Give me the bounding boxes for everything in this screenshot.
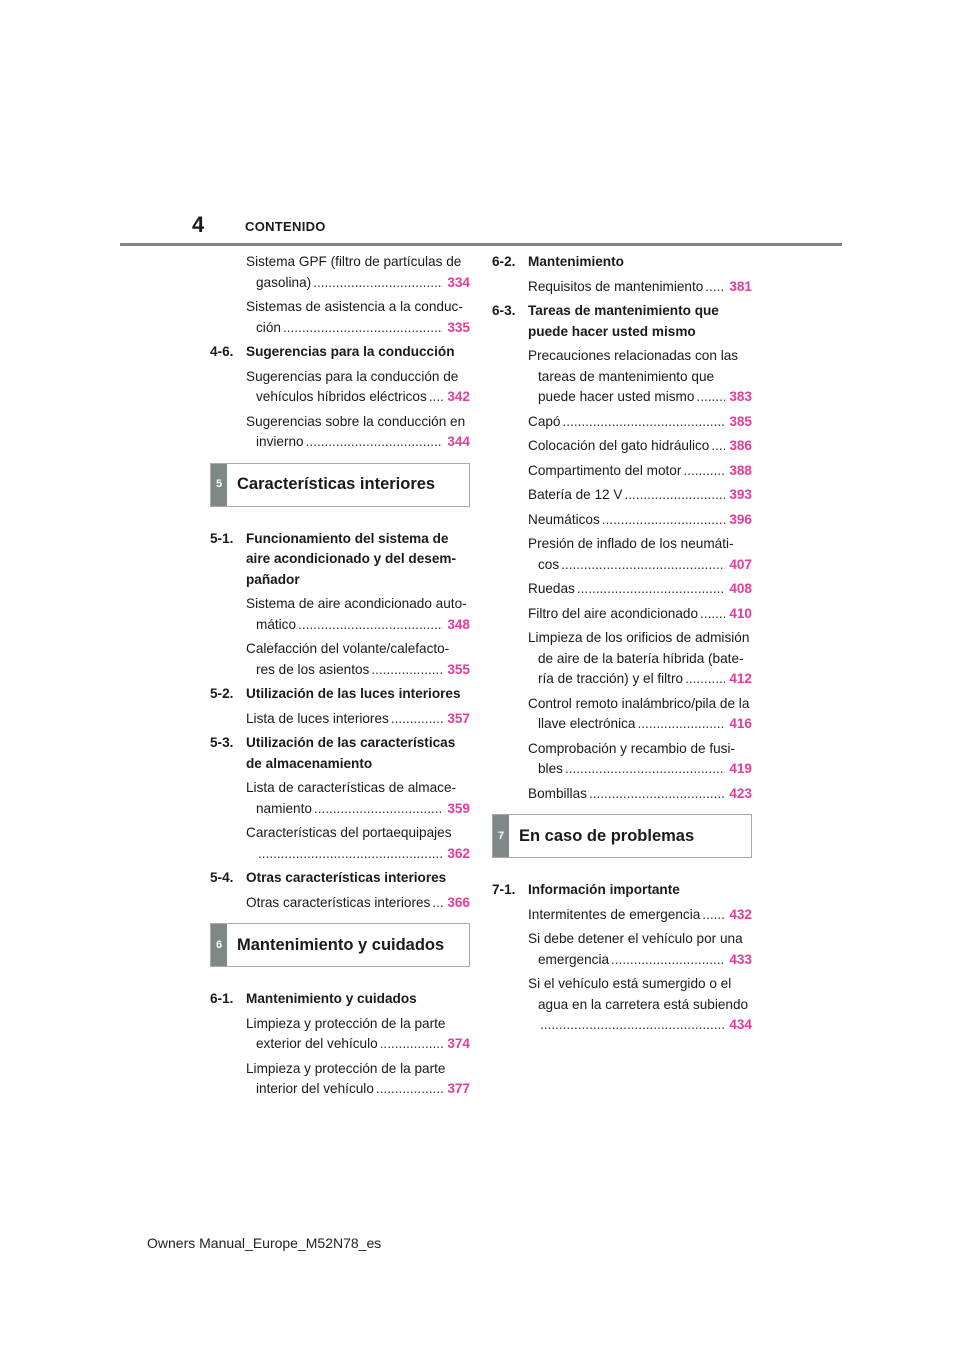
toc-entry-text: Compartimento del motor — [528, 462, 682, 478]
toc-page-link[interactable]: 432 — [729, 906, 752, 922]
section-title: Mantenimiento y cuidados — [246, 991, 417, 1006]
toc-entry[interactable] — [492, 929, 752, 970]
dot-leader — [696, 387, 725, 408]
toc-entry[interactable] — [492, 534, 752, 575]
toc-entry-text: Capó — [528, 413, 561, 429]
section-title: Otras características interiores — [246, 870, 447, 885]
toc-page-link[interactable]: 433 — [729, 951, 752, 967]
toc-page-link[interactable]: 383 — [729, 389, 752, 404]
toc-entry[interactable] — [210, 709, 470, 730]
toc-entry-text: mático — [256, 616, 297, 632]
dot-leader — [540, 1015, 725, 1036]
toc-page-link[interactable]: 416 — [729, 716, 752, 731]
toc-entry-text: Calefacción del volante/calefacto- — [246, 641, 450, 656]
section-title: Tareas de mantenimiento que puede hacer usted mismo — [528, 303, 719, 339]
toc-entry-text: invierno — [256, 434, 304, 449]
toc-page-link[interactable]: 419 — [729, 761, 752, 776]
toc-entry-text: Filtro del aire acondicionado — [528, 605, 699, 621]
toc-entry-text: Neumáticos — [528, 511, 600, 527]
toc-section-heading — [210, 733, 470, 774]
section-number: 6-3. — [492, 303, 516, 318]
toc-left-column — [210, 252, 470, 1104]
toc-entry-text: tareas de mantenimiento que — [538, 368, 715, 384]
toc-entry[interactable] — [492, 604, 752, 625]
toc-entry[interactable] — [492, 461, 752, 482]
toc-page-link[interactable]: 407 — [729, 556, 752, 572]
toc-entry-text: Control remoto inalámbrico/pila de la — [528, 695, 750, 711]
toc-entry-text: Sistemas de asistencia a la conduc- — [246, 299, 463, 314]
toc-entry-text: vehículos híbridos eléctricos — [256, 389, 427, 404]
dot-leader — [376, 1079, 443, 1100]
dot-leader — [283, 318, 443, 339]
toc-page-link[interactable]: 359 — [447, 800, 470, 816]
chapter-number-tab: 5 — [211, 464, 227, 506]
toc-entry-text: puede hacer usted mismo — [538, 389, 695, 404]
dot-leader — [298, 615, 443, 636]
toc-page-link[interactable]: 366 — [447, 894, 470, 910]
toc-entry[interactable] — [492, 412, 752, 433]
toc-page-link[interactable]: 362 — [447, 845, 470, 861]
toc-entry[interactable] — [210, 1059, 470, 1100]
dot-leader — [563, 412, 726, 433]
toc-entry-text: interior del vehículo — [256, 1081, 374, 1096]
section-number: 5-3. — [210, 735, 234, 750]
dot-leader — [711, 436, 725, 457]
toc-entry[interactable] — [492, 905, 752, 926]
toc-page-link[interactable]: 357 — [447, 710, 470, 726]
section-title: Información importante — [528, 882, 680, 897]
dot-leader — [380, 1034, 444, 1055]
toc-entry[interactable] — [492, 784, 752, 805]
toc-entry-text: Presión de inflado de los neumáti- — [528, 536, 734, 551]
toc-entry[interactable] — [492, 628, 752, 690]
dot-leader — [314, 799, 443, 820]
section-title: Funcionamiento del sistema de aire acondicionado y del desem-pañador — [246, 530, 457, 587]
toc-entry-text: namiento — [256, 800, 312, 816]
dot-leader — [561, 555, 725, 576]
toc-entry-text: Si el vehículo está sumergido o el — [528, 976, 732, 991]
dot-leader — [391, 709, 444, 730]
toc-entry-text: Sistema de aire acondicionado auto- — [246, 596, 467, 611]
toc-entry-text: Requisitos de mantenimiento — [528, 278, 704, 294]
toc-entry[interactable] — [492, 346, 752, 408]
toc-entry-text: Ruedas — [528, 581, 575, 596]
section-title: CONTENIDO — [245, 219, 326, 234]
toc-entry-text: Limpieza y protección de la parte — [246, 1060, 446, 1076]
dot-leader — [258, 844, 443, 865]
toc-page-link[interactable]: 342 — [447, 389, 470, 404]
dot-leader — [429, 387, 444, 408]
toc-page-link[interactable]: 434 — [729, 1017, 752, 1032]
toc-entry[interactable] — [492, 436, 752, 457]
toc-section-heading — [210, 684, 470, 705]
chapter-banner — [492, 814, 752, 858]
dot-leader — [565, 759, 725, 780]
chapter-banner — [210, 923, 470, 967]
dot-leader — [702, 905, 725, 926]
toc-entry-text: agua en la carretera está subiendo — [538, 996, 749, 1012]
header-divider — [120, 243, 842, 246]
toc-entry-text: Sistema GPF (filtro de partículas de — [246, 254, 462, 269]
toc-entry[interactable] — [492, 510, 752, 531]
toc-page-link[interactable]: 423 — [729, 785, 752, 801]
toc-entry[interactable] — [210, 594, 470, 635]
page-number: 4 — [192, 212, 205, 237]
toc-page-link[interactable]: 385 — [729, 413, 752, 429]
toc-entry-text: Limpieza de los orificios de admisión — [528, 630, 750, 645]
toc-entry[interactable] — [210, 778, 470, 819]
dot-leader — [602, 510, 726, 531]
dot-leader — [589, 784, 725, 805]
toc-section-heading — [210, 529, 470, 591]
toc-entry[interactable] — [210, 252, 470, 293]
toc-entry[interactable] — [492, 277, 752, 298]
section-title: Utilización de las luces interiores — [246, 686, 461, 701]
toc-page-link[interactable]: 381 — [729, 278, 752, 294]
dot-leader — [432, 893, 443, 914]
footer-text: Owners Manual_Europe_M52N78_es — [147, 1235, 382, 1251]
toc-entry[interactable] — [492, 579, 752, 600]
toc-entry-text: Si debe detener el vehículo por una — [528, 931, 743, 946]
dot-leader — [624, 485, 725, 506]
toc-entry[interactable] — [210, 297, 470, 338]
toc-entry-text: Sugerencias sobre la conducción en — [246, 413, 466, 429]
toc-entry[interactable] — [492, 739, 752, 780]
toc-page-link[interactable]: 408 — [729, 581, 752, 596]
toc-entry-text: ción — [256, 319, 281, 335]
section-title: Utilización de las características de almacenamiento — [246, 735, 456, 771]
toc-page-link[interactable]: 348 — [447, 616, 470, 632]
toc-page-link[interactable]: 386 — [729, 438, 752, 453]
toc-section-heading — [492, 301, 752, 342]
toc-right-column — [492, 252, 752, 1040]
toc-entry-text: Limpieza y protección de la parte — [246, 1015, 446, 1031]
toc-entry-text: exterior del vehículo — [256, 1036, 378, 1051]
section-number: 6-1. — [210, 991, 234, 1006]
section-number: 7-1. — [492, 882, 516, 897]
toc-entry[interactable] — [210, 1014, 470, 1055]
toc-entry-text: Lista de características de almace- — [246, 780, 457, 795]
toc-entry-text: Bombillas — [528, 785, 587, 801]
toc-page-link[interactable]: 396 — [729, 511, 752, 527]
chapter-number-tab: 6 — [211, 924, 227, 966]
section-number: 6-2. — [492, 254, 516, 269]
toc-entry[interactable] — [210, 639, 470, 680]
toc-section-heading — [210, 342, 470, 363]
dot-leader — [685, 669, 725, 690]
toc-page-link[interactable]: 393 — [729, 487, 752, 502]
toc-page-link[interactable]: 344 — [447, 434, 470, 449]
toc-entry-text: gasolina) — [256, 274, 312, 290]
toc-entry[interactable] — [210, 823, 470, 864]
toc-page-link[interactable]: 410 — [729, 605, 752, 621]
toc-entry[interactable] — [210, 367, 470, 408]
toc-page-link[interactable]: 412 — [729, 671, 752, 686]
toc-entry-text: res de los asientos — [256, 661, 370, 677]
toc-entry-text: Lista de luces interiores — [246, 710, 389, 726]
toc-page-link[interactable]: 377 — [447, 1081, 470, 1096]
toc-entry-text: de aire de la batería híbrida (bate- — [538, 650, 744, 666]
toc-entry-text: Características del portaequipajes — [246, 825, 452, 840]
section-number: 5-4. — [210, 870, 234, 885]
dot-leader — [313, 273, 443, 294]
dot-leader — [371, 660, 443, 681]
toc-entry[interactable] — [210, 893, 470, 914]
toc-page-link[interactable]: 335 — [447, 319, 470, 335]
toc-entry-text: Precauciones relacionadas con las — [528, 348, 739, 363]
toc-page-link[interactable]: 374 — [447, 1036, 470, 1051]
dot-leader — [700, 604, 725, 625]
toc-entry-text: Intermitentes de emergencia — [528, 906, 701, 922]
section-title: Mantenimiento — [528, 254, 624, 269]
toc-entry-text: Batería de 12 V — [528, 487, 623, 502]
dot-leader — [306, 432, 444, 453]
section-title: Sugerencias para la conducción — [246, 344, 455, 359]
toc-section-heading — [492, 252, 752, 273]
toc-section-heading — [210, 989, 470, 1010]
toc-entry[interactable] — [492, 694, 752, 735]
toc-section-heading — [492, 880, 752, 901]
toc-entry[interactable] — [210, 412, 470, 453]
toc-entry[interactable] — [492, 974, 752, 1036]
toc-page-link[interactable]: 334 — [447, 274, 470, 290]
toc-entry-text: bles — [538, 761, 563, 776]
toc-page-link[interactable]: 355 — [447, 661, 470, 677]
section-number: 4-6. — [210, 344, 234, 359]
dot-leader — [611, 950, 725, 971]
toc-entry-text: Colocación del gato hidráulico — [528, 438, 710, 453]
chapter-title: En caso de problemas — [519, 826, 695, 845]
toc-entry-text: cos — [538, 556, 560, 572]
chapter-banner — [210, 463, 470, 507]
toc-entry-text: emergencia — [538, 951, 610, 967]
toc-entry-text: llave electrónica — [538, 716, 636, 731]
dot-leader — [705, 277, 725, 298]
toc-entry-text: Comprobación y recambio de fusi- — [528, 740, 736, 756]
chapter-title: Características interiores — [237, 475, 436, 494]
page-header — [0, 0, 960, 260]
toc-page-link[interactable]: 388 — [729, 462, 752, 478]
chapter-number-tab: 7 — [493, 815, 509, 857]
dot-leader — [637, 714, 725, 735]
dot-leader — [683, 461, 725, 482]
toc-entry-text: Sugerencias para la conducción de — [246, 368, 459, 384]
toc-entry-text: ría de tracción) y el filtro — [538, 671, 684, 686]
toc-section-heading — [210, 868, 470, 889]
toc-entry-text: Otras características interiores — [246, 894, 431, 910]
section-number: 5-2. — [210, 686, 234, 701]
section-number: 5-1. — [210, 530, 234, 546]
chapter-title: Mantenimiento y cuidados — [237, 935, 445, 954]
dot-leader — [577, 579, 725, 600]
toc-entry[interactable] — [492, 485, 752, 506]
